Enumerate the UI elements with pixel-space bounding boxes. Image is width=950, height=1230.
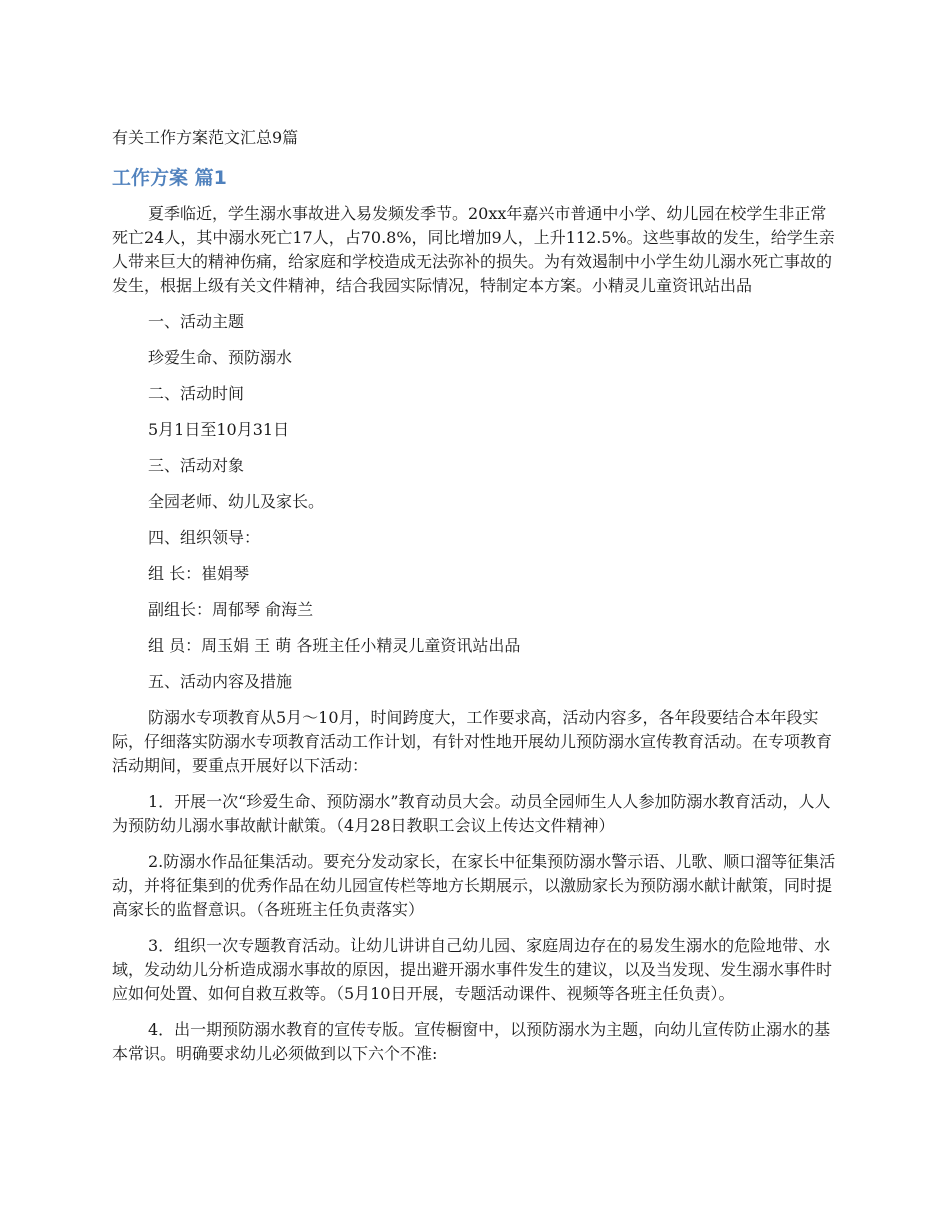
- document-body: [112, 202, 840, 1078]
- paragraph-activity-theme: 珍爱生命、预防溺水: [148, 348, 293, 367]
- paragraph-measures-intro: 防溺水专项教育从5月～10月，时间跨度大，工作要求高，活动内容多，各年段要结合本年段实际，仔细落实防溺水专项教育活动工作计划，有针对性地开展幼儿预防溺水宣传教育活动。在专项教育活动期间，要重点开展好以下活动：: [112, 708, 833, 775]
- paragraph-leader: 组 长：崔娟琴: [148, 564, 250, 583]
- paragraph-activity-theme-heading: 一、活动主题: [148, 312, 245, 331]
- paragraph-item-1: 1．开展一次“珍爱生命、预防溺水”教育动员大会。动员全园师生人人参加防溺水教育活动，人人为预防幼儿溺水事故献计献策。（4月28日教职工会议上传达文件精神）: [112, 792, 831, 835]
- paragraph-members: 组 员：周玉娟 王 萌 各班主任小精灵儿童资讯站出品: [148, 636, 521, 655]
- paragraph-item-3: 3．组织一次专题教育活动。让幼儿讲讲自己幼儿园、家庭周边存在的易发生溺水的危险地带、水域，发动幼儿分析造成溺水事故的原因，提出避开溺水事件发生的建议，以及当发现、发生溺水事件时应如何处置、如何自救互救等。（5月10日开展，专题活动课件、视频等各班主任负责）。: [112, 936, 833, 1003]
- paragraph-measures-heading: 五、活动内容及措施: [148, 672, 293, 691]
- paragraph-deputy-leader: 副组长：周郁琴 俞海兰: [148, 600, 314, 619]
- paragraph-leadership-heading: 四、组织领导：: [148, 528, 261, 547]
- paragraph-intro: 夏季临近，学生溺水事故进入易发频发季节。20xx年嘉兴市普通中小学、幼儿园在校学生非正常死亡24人，其中溺水死亡17人，占70.8%，同比增加9人，上升112.5%。这些事故的发生，给学生亲人带来巨大的精神伤痛，给家庭和学校造成无法弥补的损失。为有效遏制中小学生幼儿溺水死亡事故的发生，根据上级有关文件精神，结合我园实际情况，特制定本方案。小精灵儿童资讯站出品: [112, 204, 835, 295]
- paragraph-activity-target-heading: 三、活动对象: [148, 456, 245, 475]
- document-title: 有关工作方案范文汇总9篇: [112, 128, 299, 147]
- paragraph-activity-time-heading: 二、活动时间: [148, 384, 245, 403]
- paragraph-item-2: 2.防溺水作品征集活动。要充分发动家长，在家长中征集预防溺水警示语、儿歌、顺口溜等征集活动，并将征集到的优秀作品在幼儿园宣传栏等地方长期展示，以激励家长为预防溺水献计献策，同时提高家长的监督意识。（各班班主任负责落实）: [112, 852, 836, 919]
- paragraph-item-4: 4．出一期预防溺水教育的宣传专版。宣传橱窗中，以预防溺水为主题，向幼儿宣传防止溺水的基本常识。明确要求幼儿必须做到以下六个不准:: [112, 1020, 831, 1063]
- paragraph-activity-time: 5月1日至10月31日: [148, 420, 290, 439]
- section-heading: 工作方案 篇1: [112, 167, 227, 189]
- paragraph-activity-target: 全园老师、幼儿及家长。: [148, 492, 325, 511]
